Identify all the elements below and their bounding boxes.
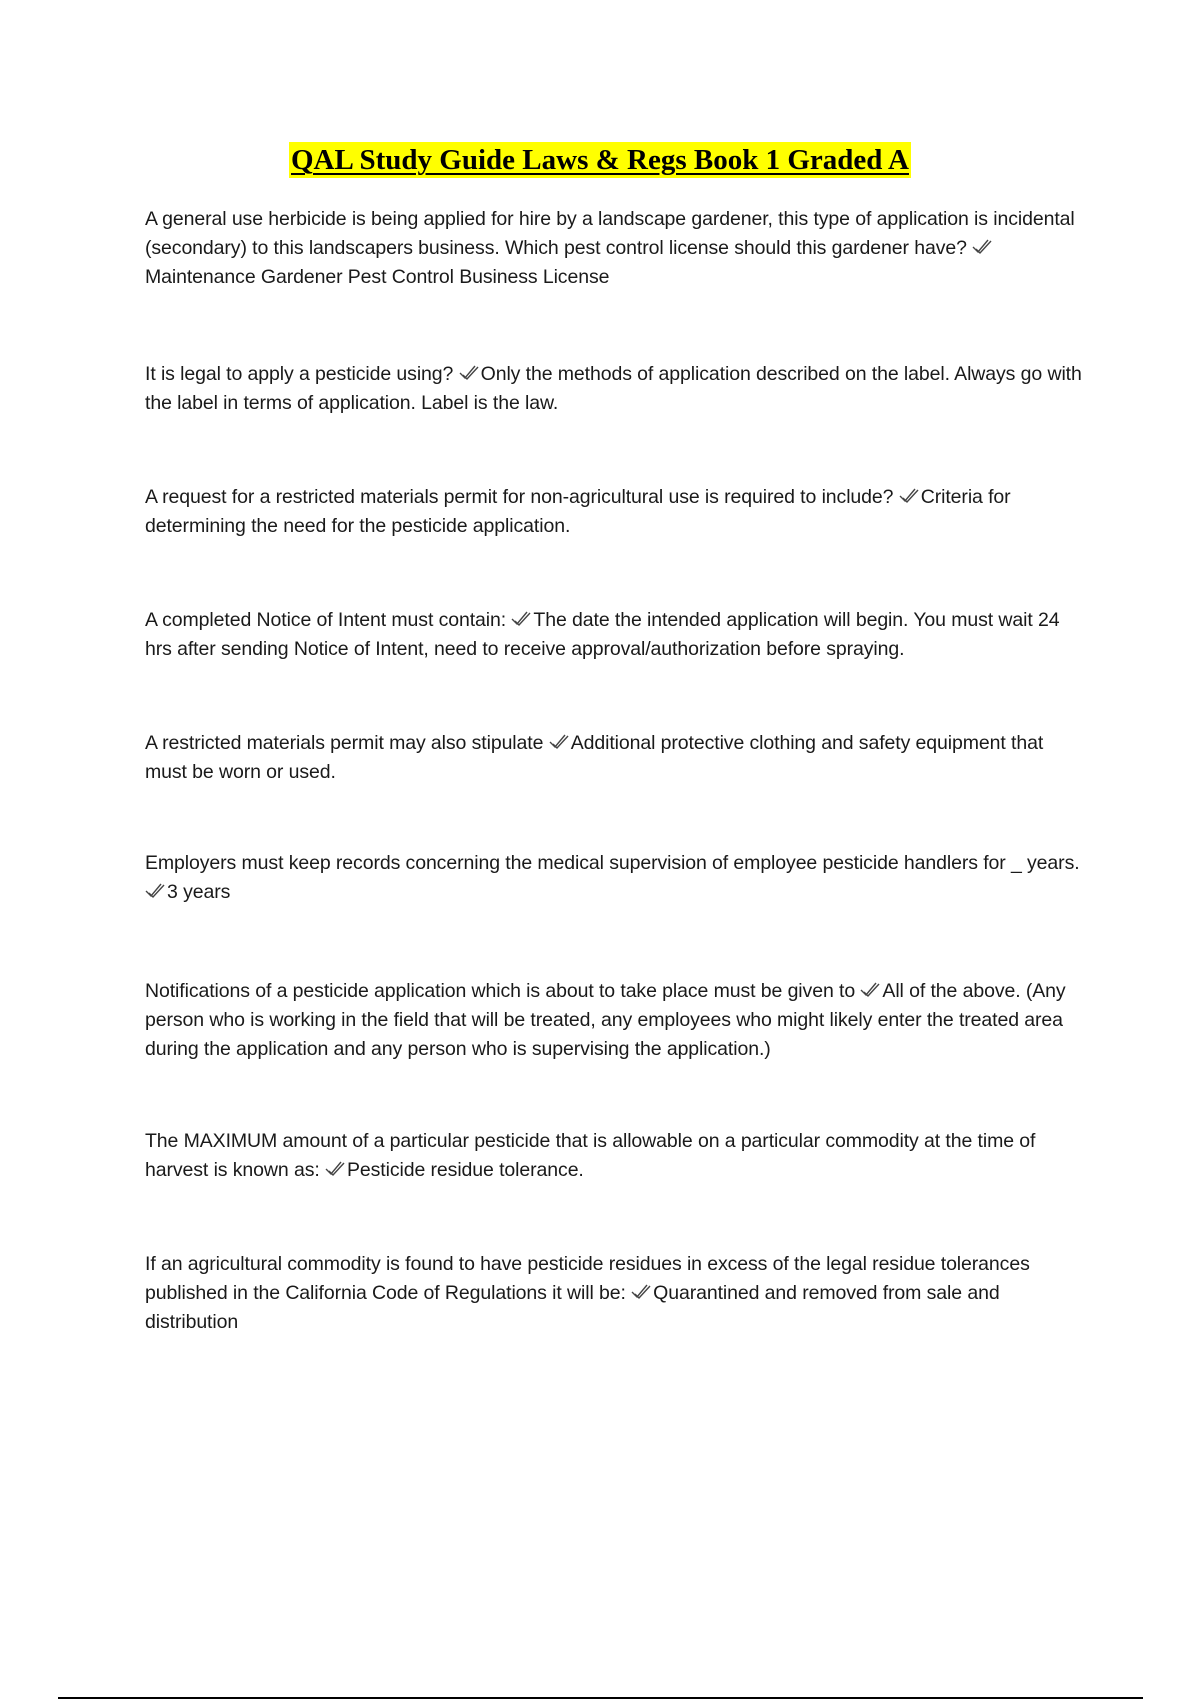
- answer-text: Pesticide residue tolerance.: [347, 1159, 584, 1181]
- qa-item-5: [145, 729, 1085, 787]
- double-check-icon: [860, 981, 880, 999]
- double-check-icon: [972, 238, 992, 256]
- double-check-icon: [899, 487, 919, 505]
- answer-text: Maintenance Gardener Pest Control Business License: [145, 266, 610, 288]
- question-text: The MAXIMUM amount of a particular pesticide that is allowable on a particular commodity at the time of harvest is known as:: [145, 1130, 1036, 1181]
- question-text: Employers must keep records concerning the medical supervision of employee pesticide handlers for _ years.: [145, 852, 1080, 874]
- question-text: A request for a restricted materials permit for non-agricultural use is required to include?: [145, 486, 894, 508]
- double-check-icon: [325, 1160, 345, 1178]
- page-title: QAL Study Guide Laws & Regs Book 1 Graded A: [291, 144, 909, 176]
- question-text: Notifications of a pesticide application which is about to take place must be given to: [145, 980, 856, 1002]
- answer-text: All of the above. (Any person who is working in the field that will be treated, any employees who might likely enter the treated area during the application and any person who is supervising the application.): [145, 980, 1066, 1060]
- double-check-icon: [459, 364, 479, 382]
- answer-text: Criteria for determining the need for the pesticide application.: [145, 486, 1011, 537]
- double-check-icon: [549, 733, 569, 751]
- page-bottom-divider: [58, 1697, 1143, 1699]
- answer-text: Additional protective clothing and safety equipment that must be worn or used.: [145, 732, 1044, 783]
- qa-item-3: [145, 483, 1085, 541]
- answer-text: Quarantined and removed from sale and distribution: [145, 1282, 1000, 1333]
- double-check-icon: [511, 610, 531, 628]
- page-title-wrap: [0, 142, 1200, 178]
- answer-text: 3 years: [167, 881, 231, 903]
- qa-item-2: [145, 360, 1085, 418]
- qa-item-1: [145, 205, 1085, 292]
- qa-item-4: [145, 606, 1085, 664]
- question-text: A completed Notice of Intent must contain:: [145, 609, 507, 631]
- qa-item-8: [145, 1127, 1085, 1185]
- answer-text: The date the intended application will begin. You must wait 24 hrs after sending Notice of Intent, need to receive approval/authorization before spraying.: [145, 609, 1060, 660]
- question-text: A restricted materials permit may also stipulate: [145, 732, 544, 754]
- qa-item-6: [145, 849, 1085, 907]
- answer-text: Only the methods of application described on the label. Always go with the label in terms of application. Label is the law.: [145, 363, 1082, 414]
- question-text: A general use herbicide is being applied for hire by a landscape gardener, this type of application is incidental (secondary) to this landscapers business. Which pest control license should this gardener have?: [145, 208, 1075, 259]
- question-text: It is legal to apply a pesticide using?: [145, 363, 454, 385]
- double-check-icon: [145, 882, 165, 900]
- qa-item-9: [145, 1250, 1085, 1337]
- qa-item-7: [145, 977, 1085, 1064]
- question-text: If an agricultural commodity is found to have pesticide residues in excess of the legal residue tolerances published in the California Code of Regulations it will be:: [145, 1253, 1030, 1304]
- double-check-icon: [631, 1283, 651, 1301]
